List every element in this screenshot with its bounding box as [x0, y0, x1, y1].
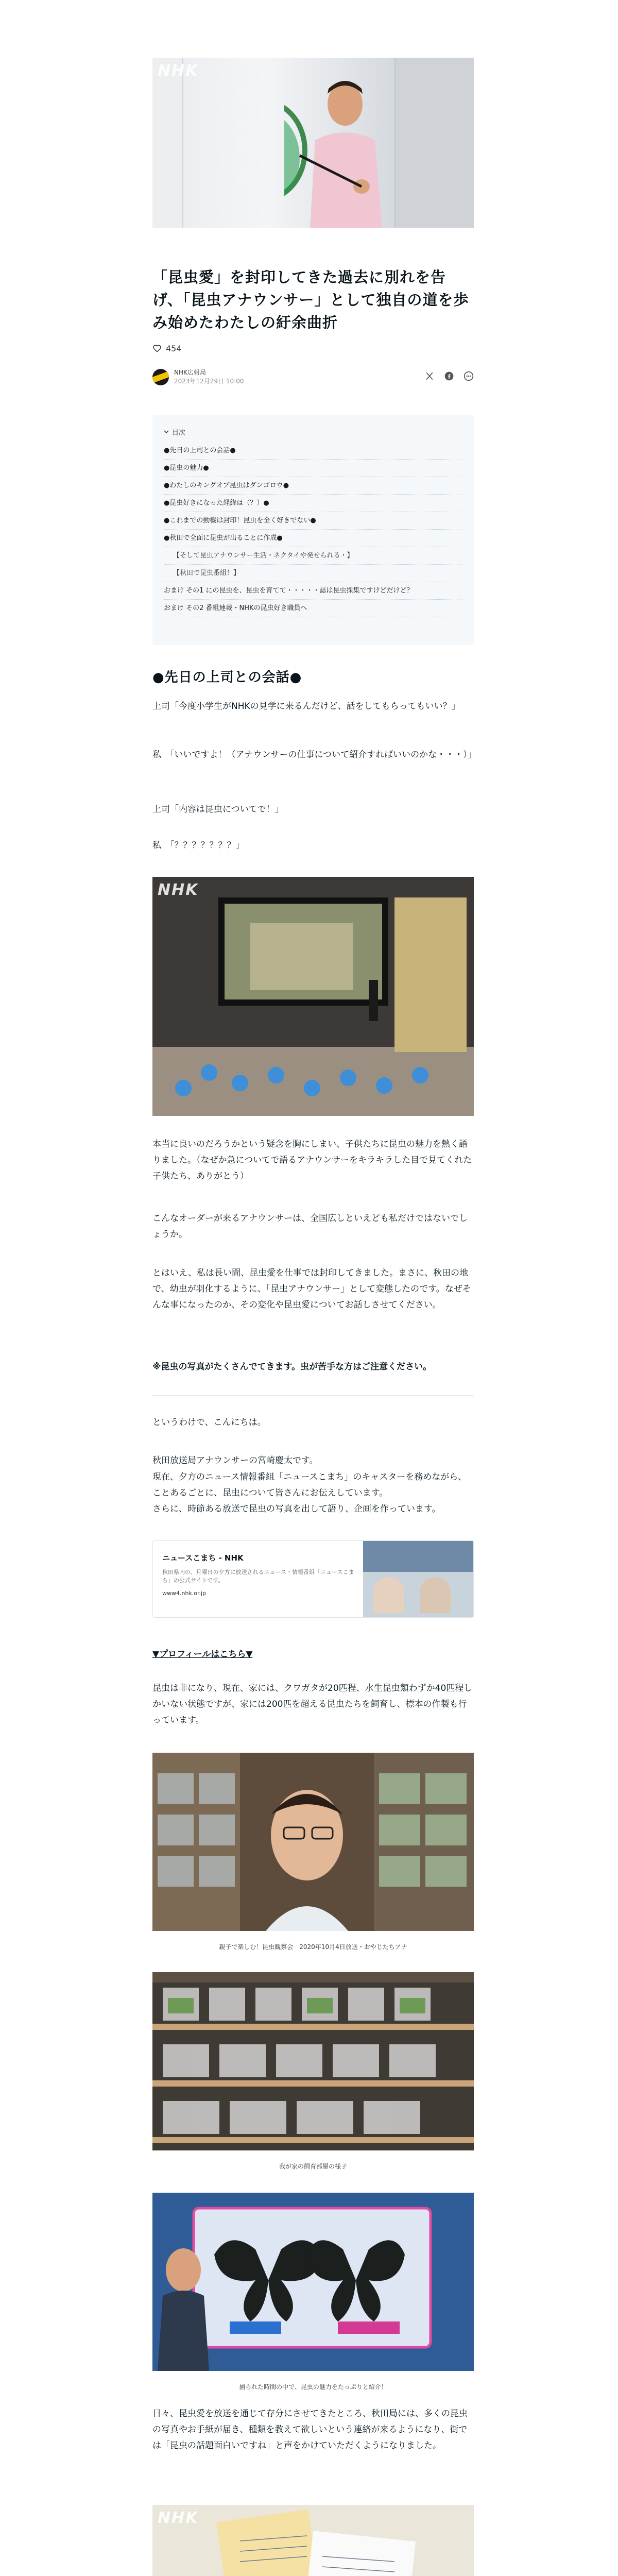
paragraph: 私 「？？？？？？？」: [152, 840, 245, 851]
paragraph: というわけで、こんにちは。: [152, 1417, 266, 1428]
profile-link[interactable]: ▼プロフィールはこちら▼: [152, 1649, 253, 1659]
toc-item[interactable]: ●先日の上司との会話●: [164, 442, 462, 460]
image-caption: 捕られた時間の中で、昆虫の魅力をたっぷりと紹介！: [239, 2383, 387, 2391]
paragraph: とはいえ、私は長い間、昆虫愛を仕事では封印してきました。まさに、秋田の地で、幼虫が羽化するように、「昆虫アナウンサー」として変態したのです。なぜそんな事になったのか、その変化や昆虫愛についてお話しさせてください。: [152, 1268, 471, 1310]
more-options-icon[interactable]: [464, 371, 474, 381]
warning-note: ※昆虫の写真がたくさんでてきます。虫が苦手な方はご注意ください。: [152, 1362, 432, 1372]
share-buttons: [424, 371, 474, 381]
paragraph: さらに、時節ある放送で昆虫の写真を出して語り、企画を作っています。: [152, 1504, 441, 1514]
toc-item[interactable]: ●わたしのキングオブ昆虫はダンゴロウ●: [164, 477, 462, 495]
tv-butterfly-segment-photo: [152, 2193, 474, 2371]
paragraph: 日々、昆虫愛を放送を通じて存分にさせてきたところ、秋田局には、多くの昆虫の写真やお手紙が届き、種類を教えて欲しいという連絡が来るようになり、街では「昆虫の話題面白いですね」と声をかけていただくようになりました。: [152, 2409, 468, 2451]
facebook-share-icon[interactable]: [444, 371, 454, 381]
nhk-watermark-logo: NHK: [158, 2509, 199, 2527]
like-count: 454: [166, 343, 182, 353]
link-card-description: 秋田県内の、月曜日の夕方に放送されるニュース・情報番組「ニュースこまち」の公式サイトです。: [162, 1569, 354, 1584]
toc-item[interactable]: ●秋田で全面に昆虫が出ることに作成●: [164, 530, 462, 547]
toc-item[interactable]: おまけ その1 にの昆虫を、昆虫を育てて・・・・・誌は昆虫採集ですけどだけど？: [164, 582, 462, 600]
toc-item[interactable]: ●これまでの動機は封印！昆虫を全く好きでない●: [164, 512, 462, 530]
author-row: [152, 367, 474, 387]
profile-link-wrap: [152, 1647, 474, 1659]
paragraph: 秋田放送局アナウンサーの宮崎慶太です。: [152, 1455, 318, 1466]
hero-image: [152, 58, 474, 228]
link-card-thumbnail: [363, 1541, 473, 1617]
paragraph: 現在、夕方のニュース情報番組「ニュースこまち」のキャスターを務めながら、ことあるごとに、昆虫について皆さんにお伝えしています。: [152, 1472, 467, 1498]
section-heading: ●先日の上司との会話●: [152, 670, 302, 685]
image-caption: 我が家の飼育部屋の様子: [279, 2163, 347, 2170]
toc-item[interactable]: 【そして昆虫アナウンサー生活・ネクタイや発せられる・】: [164, 547, 462, 565]
classroom-lecture-photo: [152, 877, 474, 1116]
paragraph: こんなオーダーが来るアナウンサーは、全国広しといえども私だけではないでしょうか。: [152, 1213, 468, 1240]
article-title: 「昆虫愛」を封印してきた過去に別れを告げ、「昆虫アナウンサー」として独自の道を歩み始めたわたしの紆余曲折: [152, 268, 469, 331]
nhk-watermark-logo: NHK: [158, 62, 199, 80]
paragraph: 私 「いいですよ！（アナウンサーの仕事について紹介すればいいのかな・・・）」: [152, 750, 476, 760]
table-of-contents: [152, 415, 474, 645]
x-share-icon[interactable]: [424, 371, 435, 381]
insect-room-selfie-photo: [152, 1753, 474, 1931]
paragraph: 上司「内容は昆虫についてで！」: [152, 804, 284, 815]
paragraph: 昆虫は非になり、現在、家には、クワガタが20匹程、水生昆虫類わずか40匹程しかいない状態ですが、家には200匹を超える昆虫たちを飼育し、標本の作製も行っています。: [152, 1683, 473, 1725]
toc-item[interactable]: 【秋田で昆虫番組！】: [164, 565, 462, 582]
author-avatar[interactable]: [152, 369, 169, 385]
link-card-title: ニュースこまち - NHK: [162, 1553, 244, 1563]
paragraph: 上司「今度小学生がNHKの見学に来るんだけど、話をしてもらってもいい？」: [152, 701, 460, 711]
heart-icon[interactable]: [152, 344, 162, 353]
breeding-room-photo: [152, 1972, 474, 2150]
toc-item[interactable]: おまけ その2 番組連載・NHKの昆虫好き職員へ: [164, 600, 462, 617]
publish-date: 2023年12月29日 10:00: [174, 378, 244, 385]
nhk-watermark-logo: NHK: [158, 881, 199, 899]
divider: [152, 1395, 474, 1396]
announcer-with-net-illustration: [284, 68, 403, 228]
like-counter[interactable]: [152, 342, 474, 354]
author-name[interactable]: NHK広報局: [174, 369, 206, 376]
toc-item[interactable]: ●昆虫の魅力●: [164, 460, 462, 477]
chevron-down-icon: [164, 429, 169, 434]
paragraph: 本当に良いのだろうかという疑念を胸にしまい、子供たちに昆虫の魅力を熱く語りました。（なぜか急についてで語るアナウンサーをキラキラした目で見てくれた子供たち、ありがとう）: [152, 1139, 472, 1181]
image-caption: 親子で楽しむ！昆虫観察会 2020年10月4日放送・おやじたちアナ: [219, 1943, 407, 1951]
toc-header[interactable]: 目次: [164, 426, 462, 438]
viewer-letters-photo: [152, 2505, 474, 2576]
embedded-link-card[interactable]: [152, 1540, 474, 1618]
link-card-url: www4.nhk.or.jp: [162, 1590, 207, 1597]
toc-item[interactable]: ●昆虫好きになった経緯は（？）●: [164, 495, 462, 512]
